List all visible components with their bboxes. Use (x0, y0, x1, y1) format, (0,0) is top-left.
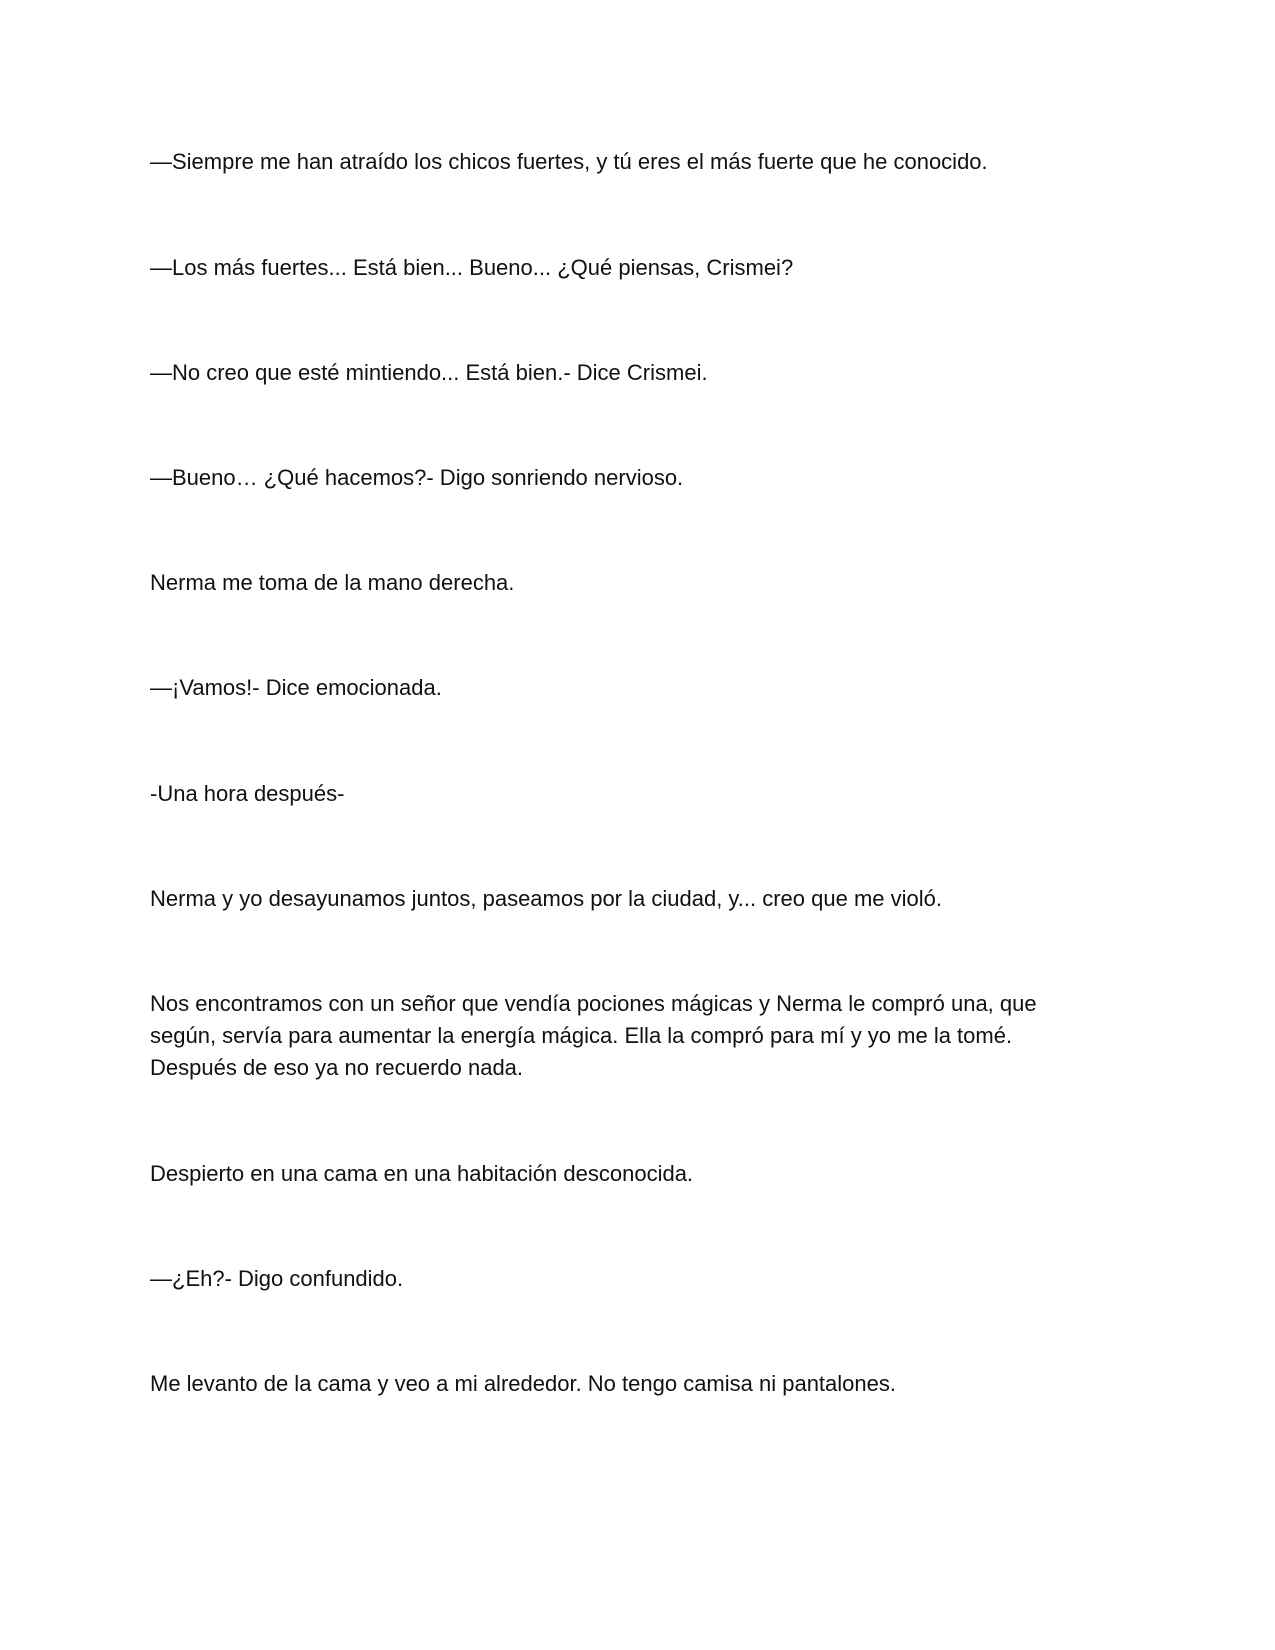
paragraph: —¡Vamos!- Dice emocionada. (150, 675, 442, 700)
paragraph: —Bueno… ¿Qué hacemos?- Digo sonriendo nervioso. (150, 465, 684, 490)
paragraph: Nerma me toma de la mano derecha. (150, 570, 515, 595)
paragraph: Nerma y yo desayunamos juntos, paseamos por la ciudad, y... creo que me violó. (150, 886, 942, 911)
scene-break: -Una hora después- (150, 781, 345, 806)
paragraph: Me levanto de la cama y veo a mi alrededor. No tengo camisa ni pantalones. (150, 1371, 896, 1396)
paragraph: Nos encontramos con un señor que vendía pociones mágicas y Nerma le compró una, que según, servía para aumentar la energía mágica. Ella la compró para mí y yo me la tomé. Después de eso ya no recuerdo nada. (150, 991, 1043, 1080)
paragraph: —Los más fuertes... Está bien... Bueno... ¿Qué piensas, Crismei? (150, 255, 794, 280)
paragraph: —No creo que esté mintiendo... Está bien.- Dice Crismei. (150, 360, 708, 385)
paragraph: —Siempre me han atraído los chicos fuertes, y tú eres el más fuerte que he conocido. (150, 149, 988, 174)
paragraph: Despierto en una cama en una habitación desconocida. (150, 1161, 694, 1186)
paragraph: —¿Eh?- Digo confundido. (150, 1266, 404, 1291)
